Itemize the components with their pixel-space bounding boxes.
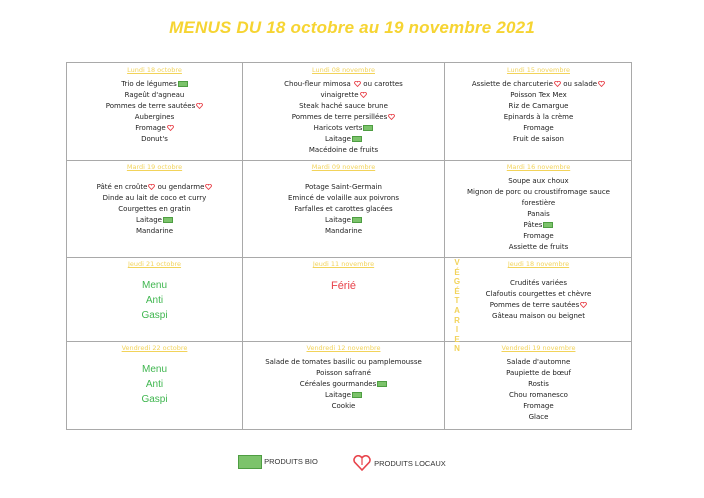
day-label: Lundi 18 octobre bbox=[127, 66, 182, 74]
menu-item bbox=[445, 79, 632, 90]
menu-item-text: vinaigrette bbox=[320, 91, 359, 99]
menu-item bbox=[243, 112, 444, 123]
menu-cell-vendredi-22-octobre bbox=[67, 344, 242, 407]
menu-item: Rageût d'agneau bbox=[124, 91, 185, 99]
menu-item-text: Pommes de terre sautées bbox=[489, 301, 580, 309]
menu-item bbox=[445, 220, 632, 231]
day-label: Jeudi 11 novembre bbox=[312, 260, 375, 268]
menu-grid bbox=[66, 62, 632, 430]
menu-item-text: Céréales gourmandes bbox=[299, 380, 377, 388]
anti-gaspi-label: Menu bbox=[141, 364, 167, 375]
vegetarien-letter: T bbox=[454, 296, 460, 306]
legend-local bbox=[352, 455, 446, 473]
day-label: Mardi 16 novembre bbox=[506, 163, 571, 171]
menu-item: Riz de Camargue bbox=[508, 102, 569, 110]
menu-item-text: ou carottes bbox=[363, 80, 403, 88]
menu-item: Soupe aux choux bbox=[508, 177, 569, 185]
anti-gaspi-label: Gaspi bbox=[141, 310, 168, 321]
vegetarien-letter: N bbox=[454, 344, 460, 354]
vegetarien-letter: V bbox=[454, 258, 460, 267]
menu-item: Panais bbox=[527, 210, 550, 218]
menu-item: Steak haché sauce brune bbox=[299, 102, 388, 110]
menu-item: Poisson Tex Mex bbox=[510, 91, 567, 99]
grid-divider bbox=[67, 257, 631, 258]
menu-item bbox=[445, 300, 632, 311]
menu-item-text: Fromage bbox=[135, 124, 166, 132]
day-label: Lundi 08 novembre bbox=[311, 66, 375, 74]
ferie-label: Férié bbox=[330, 280, 357, 292]
day-label: Mardi 19 octobre bbox=[126, 163, 183, 171]
bio-icon bbox=[352, 217, 362, 223]
menu-item-text: Laitage bbox=[136, 216, 162, 224]
menu-item: forestière bbox=[521, 199, 556, 207]
menu-item bbox=[243, 215, 444, 226]
menu-item-text: Haricots verts bbox=[313, 124, 363, 132]
menu-item bbox=[67, 215, 242, 226]
menu-item-text: ou salade bbox=[563, 80, 598, 88]
menu-item bbox=[243, 379, 444, 390]
menu-item-text: Pommes de terre persillées bbox=[291, 113, 388, 121]
menu-item: Fromage bbox=[523, 124, 554, 132]
menu-cell-jeudi-21-octobre bbox=[67, 260, 242, 323]
menu-item: Mandarine bbox=[324, 227, 363, 235]
menu-cell-vendredi-19-novembre bbox=[445, 344, 632, 423]
menu-cell-mardi-09-novembre bbox=[243, 163, 444, 237]
menu-item: Macédoine de fruits bbox=[308, 146, 379, 154]
menu-item: Assiette de fruits bbox=[508, 243, 569, 251]
menu-item: Fruit de saison bbox=[513, 135, 564, 143]
day-label: Vendredi 12 novembre bbox=[306, 344, 381, 352]
local-product-icon bbox=[354, 81, 361, 87]
anti-gaspi-label: Menu bbox=[141, 280, 167, 291]
menu-item: Fromage bbox=[523, 402, 554, 410]
menu-item: Fromage bbox=[523, 232, 554, 240]
menu-item: Salade d'automne bbox=[506, 358, 571, 366]
local-product-icon bbox=[554, 81, 561, 87]
page-title: MENUS DU 18 octobre au 19 novembre 2021 bbox=[169, 18, 535, 37]
day-label: Vendredi 22 octobre bbox=[121, 344, 188, 352]
menu-item-text: Assiette de charcuterie bbox=[471, 80, 553, 88]
anti-gaspi-label: Anti bbox=[145, 295, 164, 306]
menu-item: Chou romanesco bbox=[509, 391, 568, 399]
menu-cell-lundi-18-octobre bbox=[67, 66, 242, 145]
menu-item: Emincé de volaille aux poivrons bbox=[287, 194, 399, 202]
menu-item bbox=[243, 134, 444, 145]
local-product-icon bbox=[360, 92, 367, 98]
grid-divider bbox=[67, 160, 631, 161]
menu-item: Donut's bbox=[141, 135, 168, 143]
menu-item-text: ou gendarme bbox=[157, 183, 205, 191]
vegetarien-letter: É bbox=[454, 267, 460, 277]
menu-item: Epinards à la crème bbox=[503, 113, 574, 121]
day-label: Jeudi 21 octobre bbox=[127, 260, 182, 268]
menu-item: Crudités variées bbox=[509, 279, 568, 287]
vegetarien-letter: G bbox=[453, 277, 461, 287]
local-product-icon bbox=[598, 81, 605, 87]
menu-cell-jeudi-18-novembre bbox=[445, 260, 632, 322]
menu-item: Courgettes en gratin bbox=[118, 205, 191, 213]
menu-item-text: Pâtes bbox=[523, 221, 543, 229]
menu-item-text: Pâté en croûte bbox=[96, 183, 148, 191]
bio-icon bbox=[363, 125, 373, 131]
legend-bio bbox=[238, 455, 318, 469]
bio-icon bbox=[543, 222, 553, 228]
menu-item bbox=[67, 101, 242, 112]
anti-gaspi-label: Gaspi bbox=[141, 394, 168, 405]
menu-item: Clafoutis courgettes et chèvre bbox=[485, 290, 592, 298]
menu-item bbox=[67, 182, 242, 193]
menu-item bbox=[67, 123, 242, 134]
menu-item: Salade de tomates basilic ou pamplemousse bbox=[265, 358, 422, 366]
menu-item: Paupiette de bœuf bbox=[506, 369, 571, 377]
menu-cell-mardi-16-novembre bbox=[445, 163, 632, 253]
menu-item: Cookie bbox=[331, 402, 356, 410]
menu-item-text: Pommes de terre sautées bbox=[105, 102, 196, 110]
day-label: Lundi 15 novembre bbox=[506, 66, 570, 74]
local-product-icon bbox=[352, 455, 372, 473]
legend-local-label: PRODUITS LOCAUX bbox=[374, 458, 446, 468]
menu-item: Rostis bbox=[528, 380, 549, 388]
menu-item-text: Chou-fleur mimosa bbox=[284, 80, 351, 88]
bio-icon bbox=[238, 455, 262, 469]
menu-item: Aubergines bbox=[134, 113, 175, 121]
menu-cell-jeudi-11-novembre bbox=[243, 260, 444, 292]
menu-item: Gâteau maison ou beignet bbox=[492, 312, 585, 320]
anti-gaspi-label: Anti bbox=[145, 379, 164, 390]
bio-icon bbox=[163, 217, 173, 223]
menu-item: Farfalles et carottes glacées bbox=[294, 205, 393, 213]
menu-item: Potage Saint-Germain bbox=[305, 183, 382, 191]
local-product-icon bbox=[167, 125, 174, 131]
menu-item-text: Laitage bbox=[325, 216, 351, 224]
day-label: Vendredi 19 novembre bbox=[501, 344, 576, 352]
menu-cell-vendredi-12-novembre bbox=[243, 344, 444, 412]
menu-cell-lundi-15-novembre bbox=[445, 66, 632, 145]
vegetarien-letter: A bbox=[454, 305, 460, 315]
menu-cell-lundi-08-novembre bbox=[243, 66, 444, 156]
vegetarien-letter: É bbox=[454, 286, 460, 296]
menu-item bbox=[243, 90, 444, 101]
menu-item-text: Laitage bbox=[325, 135, 351, 143]
grid-divider bbox=[67, 341, 631, 342]
menu-item bbox=[243, 123, 444, 134]
bio-icon bbox=[352, 136, 362, 142]
menu-item: Glace bbox=[528, 413, 549, 421]
menu-item bbox=[243, 79, 444, 90]
menu-item-text: Laitage bbox=[325, 391, 351, 399]
menu-item bbox=[243, 390, 444, 401]
day-label: Mardi 09 novembre bbox=[311, 163, 376, 171]
local-product-icon bbox=[580, 302, 587, 308]
menu-item: Mandarine bbox=[135, 227, 174, 235]
vegetarien-letter: R bbox=[454, 315, 460, 325]
menu-cell-mardi-19-octobre bbox=[67, 163, 242, 237]
menu-item-text: Trio de légumes bbox=[121, 80, 177, 88]
vegetarien-letter: E bbox=[454, 334, 460, 344]
bio-icon bbox=[377, 381, 387, 387]
day-label: Jeudi 18 novembre bbox=[507, 260, 570, 268]
menu-item bbox=[67, 79, 242, 90]
vegetarien-letter: I bbox=[455, 325, 459, 335]
bio-icon bbox=[352, 392, 362, 398]
local-product-icon bbox=[196, 103, 203, 109]
menu-item: Poisson safrané bbox=[316, 369, 371, 377]
local-product-icon bbox=[148, 184, 155, 190]
bio-icon bbox=[178, 81, 188, 87]
legend-bio-label: PRODUITS BIO bbox=[264, 456, 318, 466]
menu-item: Mignon de porc ou croustifromage sauce bbox=[467, 188, 610, 196]
local-product-icon bbox=[205, 184, 212, 190]
menu-item: Dinde au lait de coco et curry bbox=[102, 194, 207, 202]
local-product-icon bbox=[388, 114, 395, 120]
vegetarien-label bbox=[452, 258, 462, 354]
